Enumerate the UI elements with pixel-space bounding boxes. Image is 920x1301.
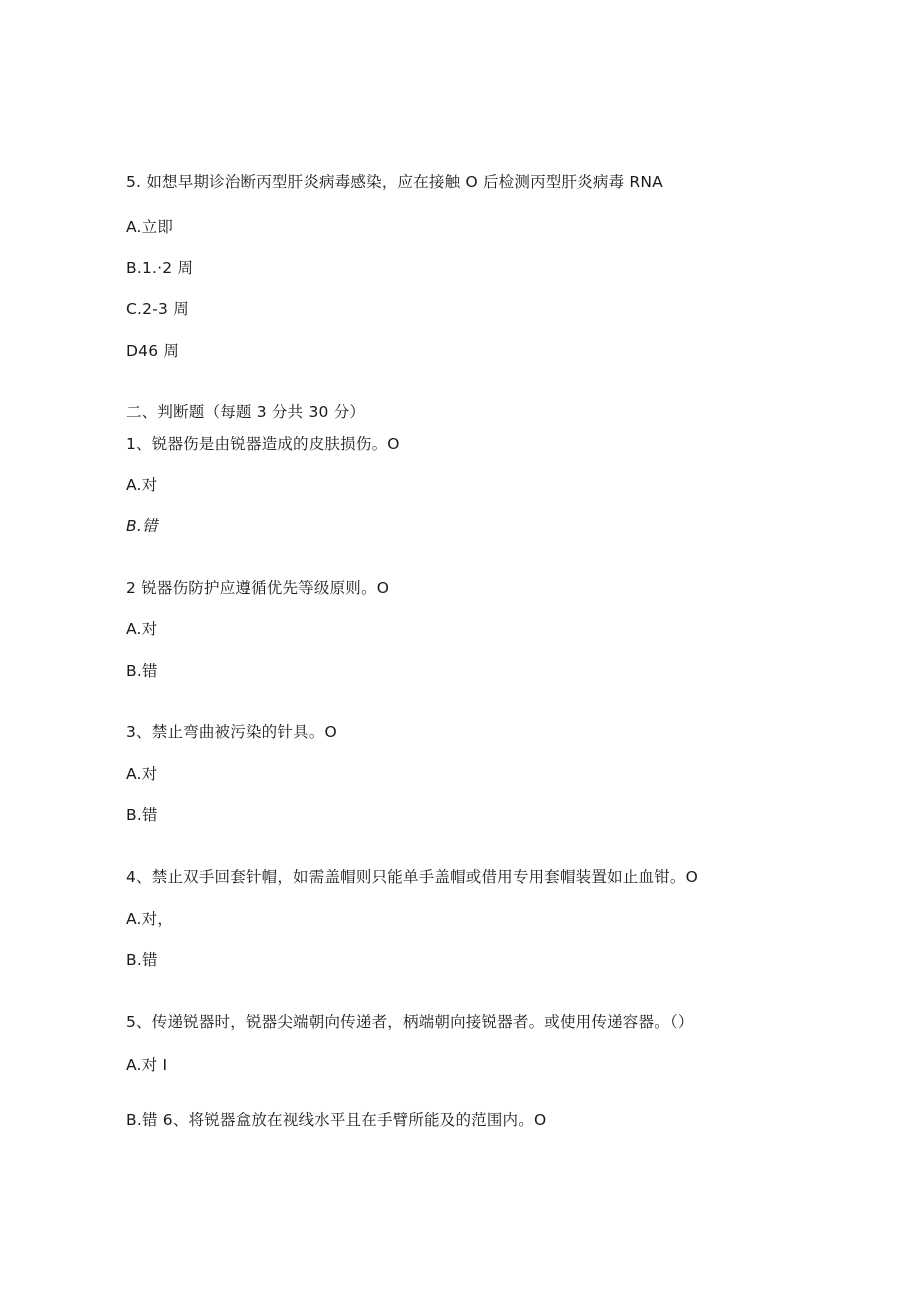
question-3-option-b: B.错 (126, 806, 158, 824)
question-5-option-b-and-question-6: B.错 6、将锐器盒放在视线水平且在手臂所能及的范围内。O (126, 1111, 547, 1129)
question-3: 3、禁止弯曲被污染的针具。O (126, 723, 337, 741)
question-1-option-a: A.对 (126, 476, 158, 494)
option-d: D46 周 (126, 342, 180, 360)
question-2-option-a: A.对 (126, 620, 158, 638)
question-5-multiple-choice: 5. 如想早期诊治断丙型肝炎病毒感染，应在接触 O 后检测丙型肝炎病毒 RNA (126, 173, 663, 191)
question-3-option-a: A.对 (126, 765, 158, 783)
section-heading-true-false: 二、判断题（每题 3 分共 30 分） (126, 403, 366, 421)
option-b: B.1.·2 周 (126, 259, 194, 277)
option-c: C.2-3 周 (126, 300, 189, 318)
question-4-option-b: B.错 (126, 951, 158, 969)
question-1-option-b: B.错 (126, 517, 158, 535)
question-5: 5、传递锐器时，锐器尖端朝向传递者，柄端朝向接锐器者。或使用传递容器。（） (126, 1013, 694, 1031)
question-1: 1、锐器伤是由锐器造成的皮肤损伤。O (126, 435, 400, 453)
question-5-option-a: A.对 I (126, 1056, 168, 1074)
question-4-option-a: A.对， (126, 910, 174, 928)
option-a: A.立即 (126, 218, 174, 236)
question-2: 2 锐器伤防护应遵循优先等级原则。O (126, 579, 390, 597)
question-2-option-b: B.错 (126, 662, 158, 680)
question-4: 4、禁止双手回套针帽，如需盖帽则只能单手盖帽或借用专用套帽装置如止血钳。O (126, 868, 698, 886)
